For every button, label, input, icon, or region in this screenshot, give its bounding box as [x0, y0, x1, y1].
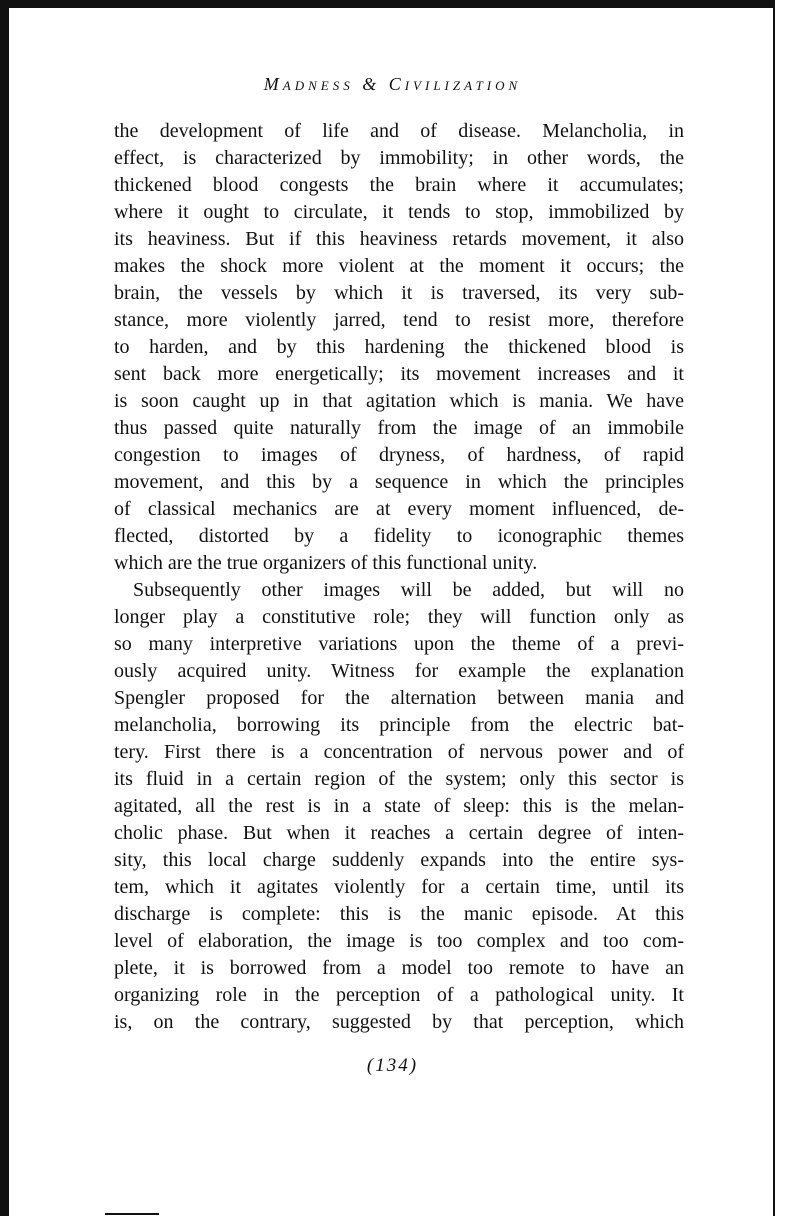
text-line: Spengler proposed for the alternation between mania and — [114, 687, 684, 709]
scan-border-right — [773, 0, 775, 1216]
page-number: (134) — [366, 1055, 419, 1076]
text-line: where it ought to circulate, it tends to stop, immobilized by — [114, 201, 684, 223]
text-line: sity, this local charge suddenly expands into the entire sys- — [114, 849, 684, 871]
text-line: the development of life and of disease. Melancholia, in — [114, 120, 684, 142]
text-line: which are the true organizers of this functional unity. — [114, 552, 538, 574]
text-line: Subsequently other images will be added, but will no — [133, 579, 684, 601]
text-line: tery. First there is a concentration of nervous power and of — [114, 741, 684, 763]
text-line: stance, more violently jarred, tend to resist more, therefore — [114, 309, 684, 331]
text-line: thickened blood congests the brain where it accumulates; — [114, 174, 684, 196]
text-line: cholic phase. But when it reaches a certain degree of inten- — [114, 822, 684, 844]
text-line: plete, it is borrowed from a model too remote to have an — [114, 957, 684, 979]
text-line: effect, is characterized by immobility; in other words, the — [114, 147, 684, 169]
text-line: level of elaboration, the image is too complex and too com- — [114, 930, 684, 952]
text-line: brain, the vessels by which it is traversed, its very sub- — [114, 282, 684, 304]
text-line: is soon caught up in that agitation which is mania. We have — [114, 390, 684, 412]
text-line: movement, and this by a sequence in which the principles — [114, 471, 684, 493]
body-text — [114, 118, 684, 1036]
scan-border-left — [0, 0, 9, 1216]
text-line: flected, distorted by a fidelity to iconographic themes — [114, 525, 684, 547]
text-line: longer play a constitutive role; they will function only as — [114, 606, 684, 628]
text-line: is, on the contrary, suggested by that perception, which — [114, 1011, 684, 1033]
text-line: ously acquired unity. Witness for example the explanation — [114, 660, 684, 682]
text-line: makes the shock more violent at the moment it occurs; the — [114, 255, 684, 277]
text-line: discharge is complete: this is the manic episode. At this — [114, 903, 684, 925]
text-line: its fluid in a certain region of the system; only this sector is — [114, 768, 684, 790]
text-line: so many interpretive variations upon the theme of a previ- — [114, 633, 684, 655]
text-line: sent back more energetically; its movement increases and it — [114, 363, 684, 385]
running-head: Madness & Civilization — [263, 74, 522, 94]
text-line: tem, which it agitates violently for a certain time, until its — [114, 876, 684, 898]
scan-mark-bottom — [105, 1213, 159, 1215]
text-line: melancholia, borrowing its principle from the electric bat- — [114, 714, 684, 736]
text-line: its heaviness. But if this heaviness retards movement, it also — [114, 228, 684, 250]
text-line: to harden, and by this hardening the thickened blood is — [114, 336, 684, 358]
text-line: agitated, all the rest is in a state of sleep: this is the melan- — [114, 795, 684, 817]
text-line: congestion to images of dryness, of hardness, of rapid — [114, 444, 684, 466]
text-line: thus passed quite naturally from the image of an immobile — [114, 417, 684, 439]
text-line: of classical mechanics are at every moment influenced, de- — [114, 498, 684, 520]
text-line: organizing role in the perception of a pathological unity. It — [114, 984, 684, 1006]
scan-border-top — [0, 0, 775, 8]
